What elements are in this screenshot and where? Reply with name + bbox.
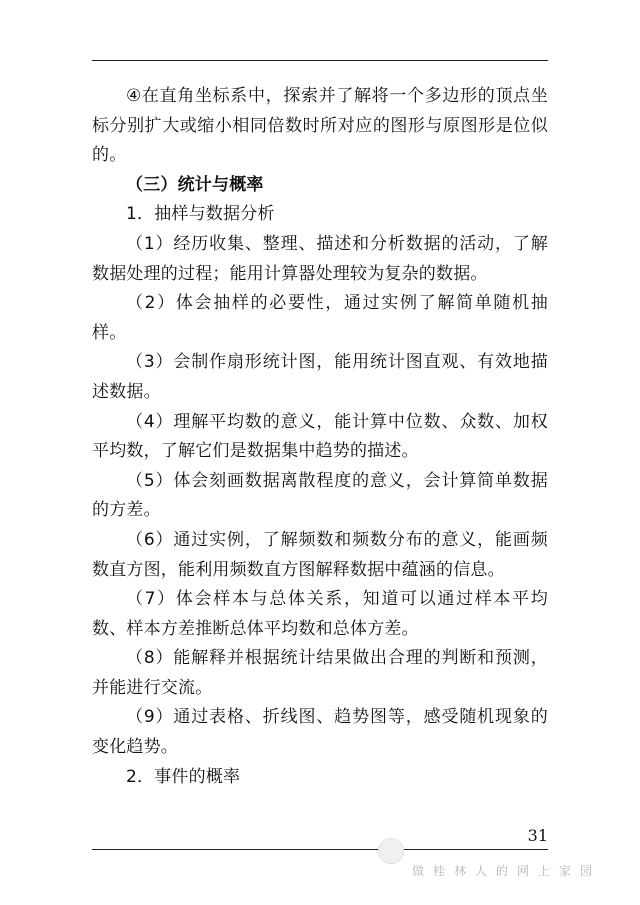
paragraph-item-7: （7）体会样本与总体关系，知道可以通过样本平均数、样本方差推断总体平均数和总体方差。 <box>92 589 548 639</box>
paragraph-item-4: （4）理解平均数的意义，能计算中位数、众数、加权平均数，了解它们是数据集中趋势的描述。 <box>92 411 548 462</box>
watermark-logo <box>378 838 404 864</box>
page-number: 31 <box>527 826 548 845</box>
header-rule <box>92 60 548 61</box>
paragraph-item-9: （9）通过表格、折线图、趋势图等，感受随机现象的变化趋势。 <box>92 707 548 758</box>
paragraph-item-8: （8）能解释并根据统计结果做出合理的判断和预测，并能进行交流。 <box>92 648 548 698</box>
paragraph-item-1: （1）经历收集、整理、描述和分析数据的活动，了解数据处理的过程；能用计算器处理较为复杂的数据。 <box>92 233 548 284</box>
paragraph-item-2: （2）体会抽样的必要性，通过实例了解简单随机抽样。 <box>92 293 548 343</box>
paragraph-item-5: （5）体会刻画数据离散程度的意义，会计算简单数据的方差。 <box>92 470 548 521</box>
subsection-heading-sampling: 1．抽样与数据分析 <box>126 204 275 225</box>
paragraph-item-6: （6）通过实例，了解频数和频数分布的意义，能画频数直方图，能利用频数直方图解释数据中蕴涵的信息。 <box>92 529 548 580</box>
paragraph-item-3: （3）会制作扇形统计图，能用统计图直观、有效地描述数据。 <box>92 352 548 402</box>
watermark-logo-icon <box>378 838 404 864</box>
footer-rule <box>92 849 548 850</box>
section-heading-statistics-probability: （三）统计与概率 <box>126 174 264 195</box>
subsection-heading-event-probability: 2．事件的概率 <box>126 766 241 787</box>
document-body <box>92 82 548 792</box>
watermark-text: 做桂林人的网上家园 <box>412 864 602 878</box>
paragraph-similar-figures: ④在直角坐标系中，探索并了解将一个多边形的顶点坐标分别扩大或缩小相同倍数时所对应的图形与原图形是位似的。 <box>92 86 548 166</box>
